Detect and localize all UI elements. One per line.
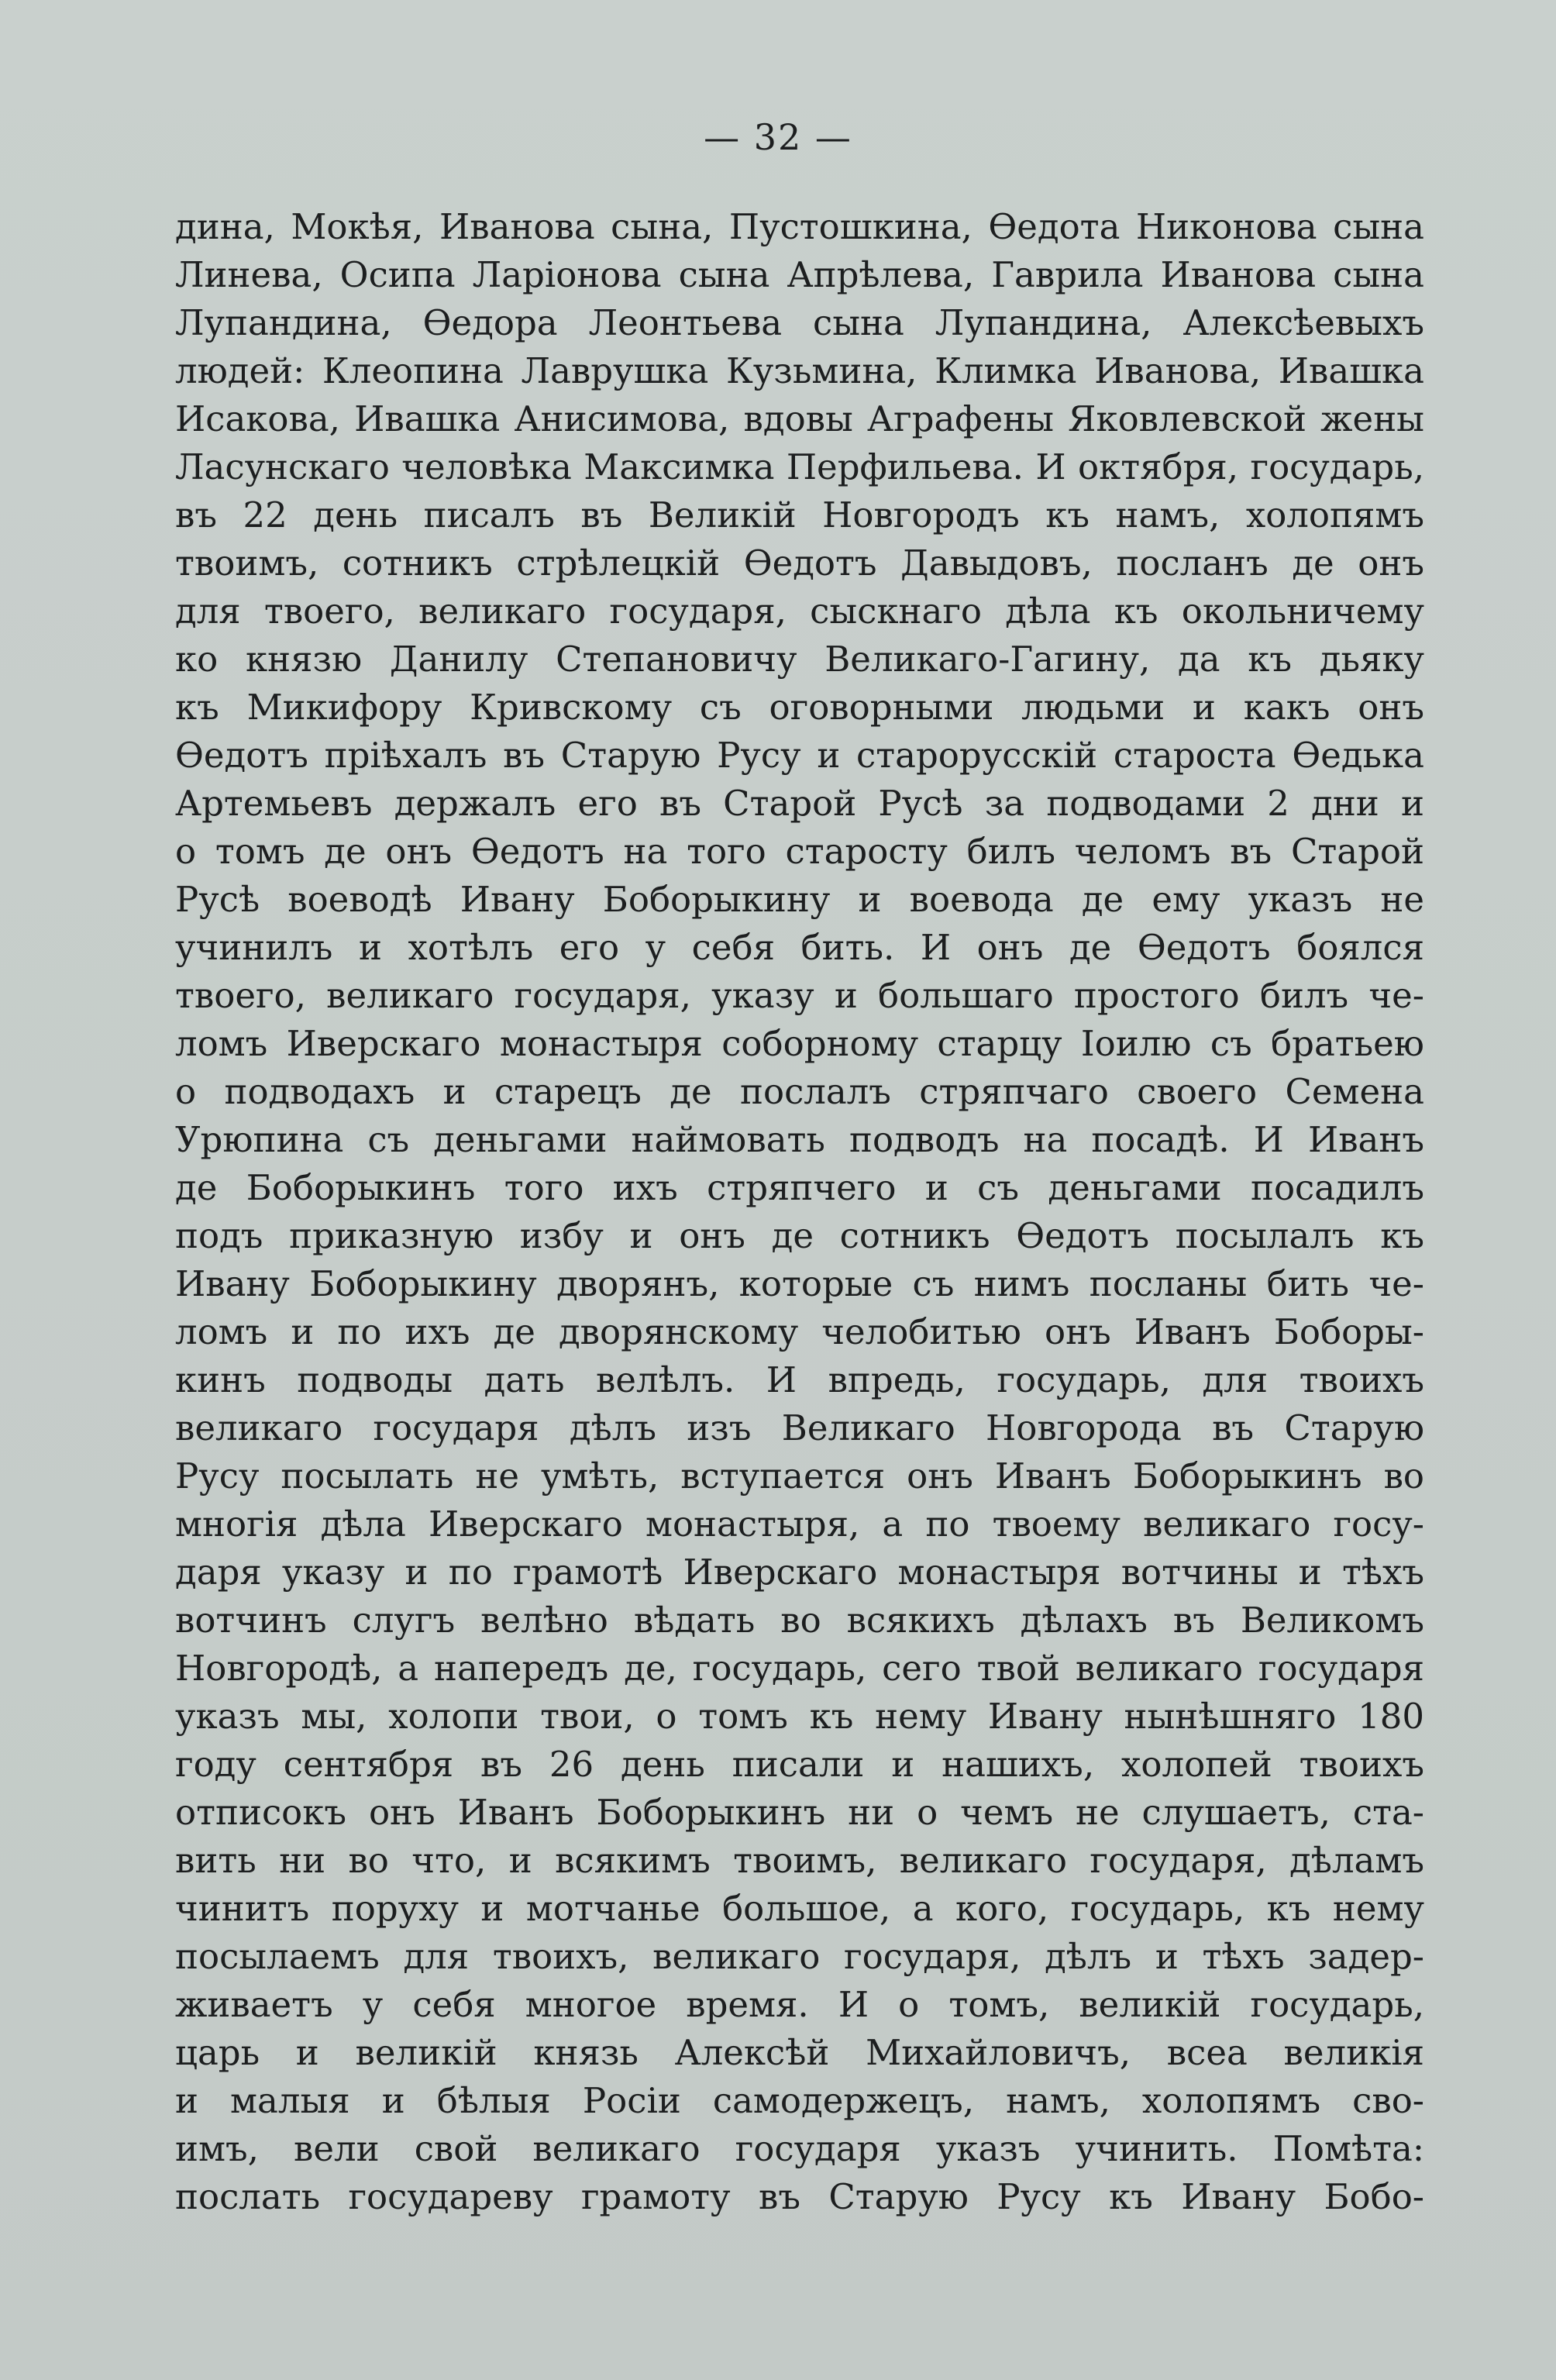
text-line: дина, Мокѣя, Иванова сына, Пустошкина, Ѳедота Никонова сына [175,206,1424,247]
text-line: году сентября въ 26 день писали и нашихъ, холопей твоихъ [175,1744,1424,1785]
text-line: Артемьевъ держалъ его въ Старой Русѣ за подводами 2 дни и [175,783,1424,824]
text-line: живаетъ у себя многое время. И о томъ, великій государь, [175,1984,1424,2025]
text-line: о подводахъ и старецъ де послалъ стряпчаго своего Семена [175,1071,1424,1112]
text-line: вотчинъ слугъ велѣно вѣдать во всякихъ дѣлахъ въ Великомъ [175,1600,1424,1641]
text-line: Новгородѣ, а напередъ де, государь, сего твой великаго государя [175,1648,1424,1689]
text-line: Исакова, Ивашка Анисимова, вдовы Аграфены Яковлевской жены [175,398,1424,439]
text-line: отписокъ онъ Иванъ Боборыкинъ ни о чемъ не слушаетъ, ста- [175,1792,1424,1833]
text-line: царь и великій князь Алексѣй Михайловичъ, всеа великія [175,2032,1424,2073]
text-line: подъ приказную избу и онъ де сотникъ Ѳедотъ посылалъ къ [175,1215,1424,1256]
text-line: о томъ де онъ Ѳедотъ на того старосту билъ челомъ въ Старой [175,831,1424,872]
text-line: великаго государя дѣлъ изъ Великаго Новгорода въ Старую [175,1407,1424,1448]
text-line: Лупандина, Ѳедора Леонтьева сына Лупандина, Алексѣевыхъ [175,302,1424,343]
text-line: къ Микифору Кривскому съ оговорными людьми и какъ онъ [175,687,1424,728]
text-line: Урюпина съ деньгами наймовать подводъ на посадѣ. И Иванъ [175,1119,1424,1160]
text-line: и малыя и бѣлыя Росіи самодержецъ, намъ, холопямъ сво- [175,2080,1424,2121]
text-line: даря указу и по грамотѣ Иверскаго монастыря вотчины и тѣхъ [175,1552,1424,1593]
text-line: вить ни во что, и всякимъ твоимъ, великаго государя, дѣламъ [175,1840,1424,1881]
text-line: посылаемъ для твоихъ, великаго государя, дѣлъ и тѣхъ задер- [175,1936,1424,1977]
text-line: твоимъ, сотникъ стрѣлецкій Ѳедотъ Давыдовъ, посланъ де онъ [175,542,1424,584]
text-line: Русѣ воеводѣ Ивану Боборыкину и воевода де ему указъ не [175,879,1424,920]
body-text [175,203,1424,2221]
text-line: послать государеву грамоту въ Старую Русу къ Ивану Бобо- [175,2176,1424,2217]
text-line: твоего, великаго государя, указу и большаго простого билъ че- [175,975,1424,1016]
text-line: де Боборыкинъ того ихъ стряпчего и съ деньгами посадилъ [175,1167,1424,1208]
text-line: Линева, Осипа Ларіонова сына Апрѣлева, Гаврила Иванова сына [175,254,1424,295]
text-line: указъ мы, холопи твои, о томъ къ нему Ивану нынѣшняго 180 [175,1696,1424,1737]
text-line: людей: Клеопина Лаврушка Кузьмина, Климка Иванова, Ивашка [175,350,1424,391]
text-line: учинилъ и хотѣлъ его у себя бить. И онъ де Ѳедотъ боялся [175,927,1424,968]
text-line: Русу посылать не умѣть, вступается онъ Иванъ Боборыкинъ во [175,1455,1424,1497]
text-line: кинъ подводы дать велѣлъ. И впредь, государь, для твоихъ [175,1359,1424,1400]
text-line: многія дѣла Иверскаго монастыря, а по твоему великаго госу- [175,1503,1424,1545]
text-line: въ 22 день писалъ въ Великій Новгородъ къ намъ, холопямъ [175,494,1424,536]
page-number: — 32 — [704,116,852,158]
text-line: ломъ и по ихъ де дворянскому челобитью онъ Иванъ Боборы- [175,1311,1424,1352]
text-line: Ивану Боборыкину дворянъ, которые съ нимъ посланы бить че- [175,1263,1424,1304]
text-line: имъ, вели свой великаго государя указъ учинить. Помѣта: [175,2128,1424,2169]
text-line: ко князю Данилу Степановичу Великаго-Гагину, да къ дьяку [175,639,1424,680]
text-line: для твоего, великаго государя, сыскнаго дѣла къ окольничему [175,591,1424,632]
text-line: Ласунскаго человѣка Максимка Перфильева. И октября, государь, [175,446,1424,487]
text-line: чинитъ поруху и мотчанье большое, а кого, государь, къ нему [175,1888,1424,1929]
text-line: ломъ Иверскаго монастыря соборному старцу Іоилю съ братьею [175,1023,1424,1064]
text-line: Ѳедотъ пріѣхалъ въ Старую Русу и старорусскій староста Ѳедька [175,735,1424,776]
